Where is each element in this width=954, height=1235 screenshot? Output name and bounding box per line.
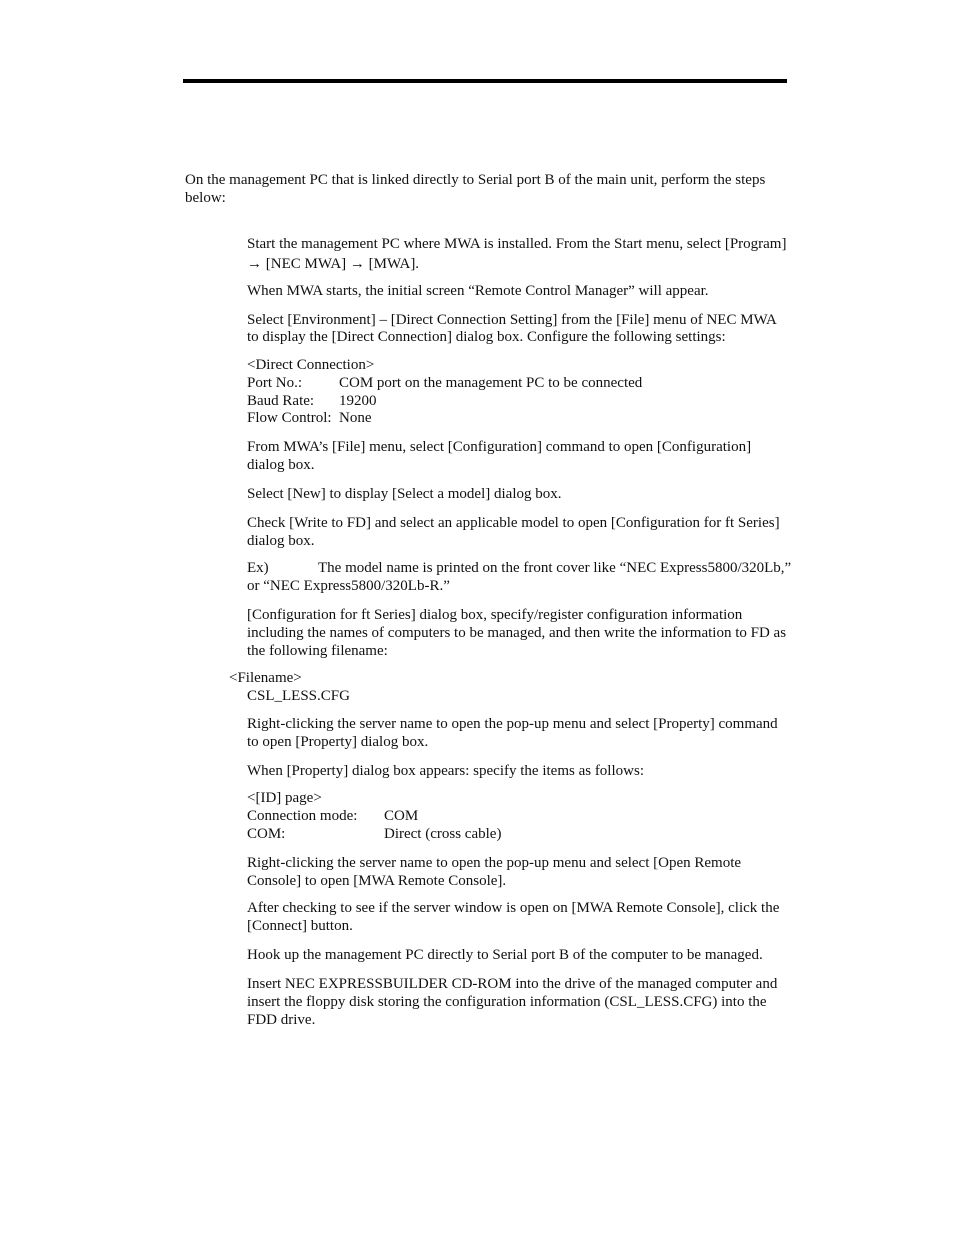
step-3-line-1: Select [Environment] – [Direct Connection Setting] from the [File] menu of NEC MWA xyxy=(247,312,777,328)
step-4-line-1: From MWA’s [File] menu, select [Configuration] command to open [Configuration] xyxy=(247,439,752,455)
step-12-line-1: Hook up the management PC directly to Serial port B of the computer to be managed. xyxy=(247,947,763,963)
step-7-line-3: the following filename: xyxy=(247,643,388,659)
example-line-1: The model name is printed on the front cover like “NEC Express5800/320Lb,” xyxy=(318,560,792,576)
example-label: Ex) xyxy=(247,560,269,576)
id-label-com: COM: xyxy=(247,826,286,842)
step-11-line-1: After checking to see if the server window is open on [MWA Remote Console], click the xyxy=(247,900,780,916)
step-13-line-1: Insert NEC EXPRESSBUILDER CD-ROM into the drive of the managed computer and xyxy=(247,976,778,992)
setting-label-flow: Flow Control: xyxy=(247,410,332,426)
step-3-line-2: to display the [Direct Connection] dialog box. Configure the following settings: xyxy=(247,329,726,345)
filename-value: CSL_LESS.CFG xyxy=(247,688,350,704)
step-6-line-2: dialog box. xyxy=(247,533,315,549)
id-value-connection-mode: COM xyxy=(384,808,419,824)
intro-line-2: below: xyxy=(185,190,226,206)
step-2-line-1: When MWA starts, the initial screen “Remote Control Manager” will appear. xyxy=(247,283,709,299)
setting-label-baud: Baud Rate: xyxy=(247,393,315,409)
step-13-line-2: insert the floppy disk storing the configuration information (CSL_LESS.CFG) into the xyxy=(247,994,767,1010)
step-11-line-2: [Connect] button. xyxy=(247,918,353,934)
step-10-line-1: Right-clicking the server name to open the pop-up menu and select [Open Remote xyxy=(247,855,742,871)
setting-label-port: Port No.: xyxy=(247,375,303,391)
example-line-2: or “NEC Express5800/320Lb-R.” xyxy=(247,578,450,594)
step-4-line-2: dialog box. xyxy=(247,457,315,473)
filename-heading: <Filename> xyxy=(229,670,302,686)
step-8-line-2: to open [Property] dialog box. xyxy=(247,734,429,750)
id-page-heading: <[ID] page> xyxy=(247,790,322,806)
setting-value-baud: 19200 xyxy=(339,393,377,409)
step-7-line-1: [Configuration for ft Series] dialog box, specify/register configuration information xyxy=(247,607,743,623)
step-13-line-3: FDD drive. xyxy=(247,1012,316,1028)
setting-value-flow: None xyxy=(339,410,372,426)
step-7-line-2: including the names of computers to be managed, and then write the information to FD as xyxy=(247,625,787,641)
top-rule xyxy=(183,79,787,83)
step-6-line-1: Check [Write to FD] and select an applicable model to open [Configuration for ft Series] xyxy=(247,515,780,531)
step-9-line-1: When [Property] dialog box appears: specify the items as follows: xyxy=(247,763,644,779)
step-1-line-2: → [NEC MWA] → [MWA]. xyxy=(247,256,420,272)
intro-line-1: On the management PC that is linked directly to Serial port B of the main unit, perform the steps xyxy=(185,172,766,188)
step-10-line-2: Console] to open [MWA Remote Console]. xyxy=(247,873,507,889)
setting-value-port: COM port on the management PC to be connected xyxy=(339,375,643,391)
id-value-com: Direct (cross cable) xyxy=(384,826,502,842)
step-1-line-1: Start the management PC where MWA is installed. From the Start menu, select [Program] xyxy=(247,236,787,252)
step-5-line-1: Select [New] to display [Select a model] dialog box. xyxy=(247,486,562,502)
id-label-connection-mode: Connection mode: xyxy=(247,808,358,824)
direct-connection-heading: <Direct Connection> xyxy=(247,357,375,373)
step-8-line-1: Right-clicking the server name to open the pop-up menu and select [Property] command xyxy=(247,716,778,732)
